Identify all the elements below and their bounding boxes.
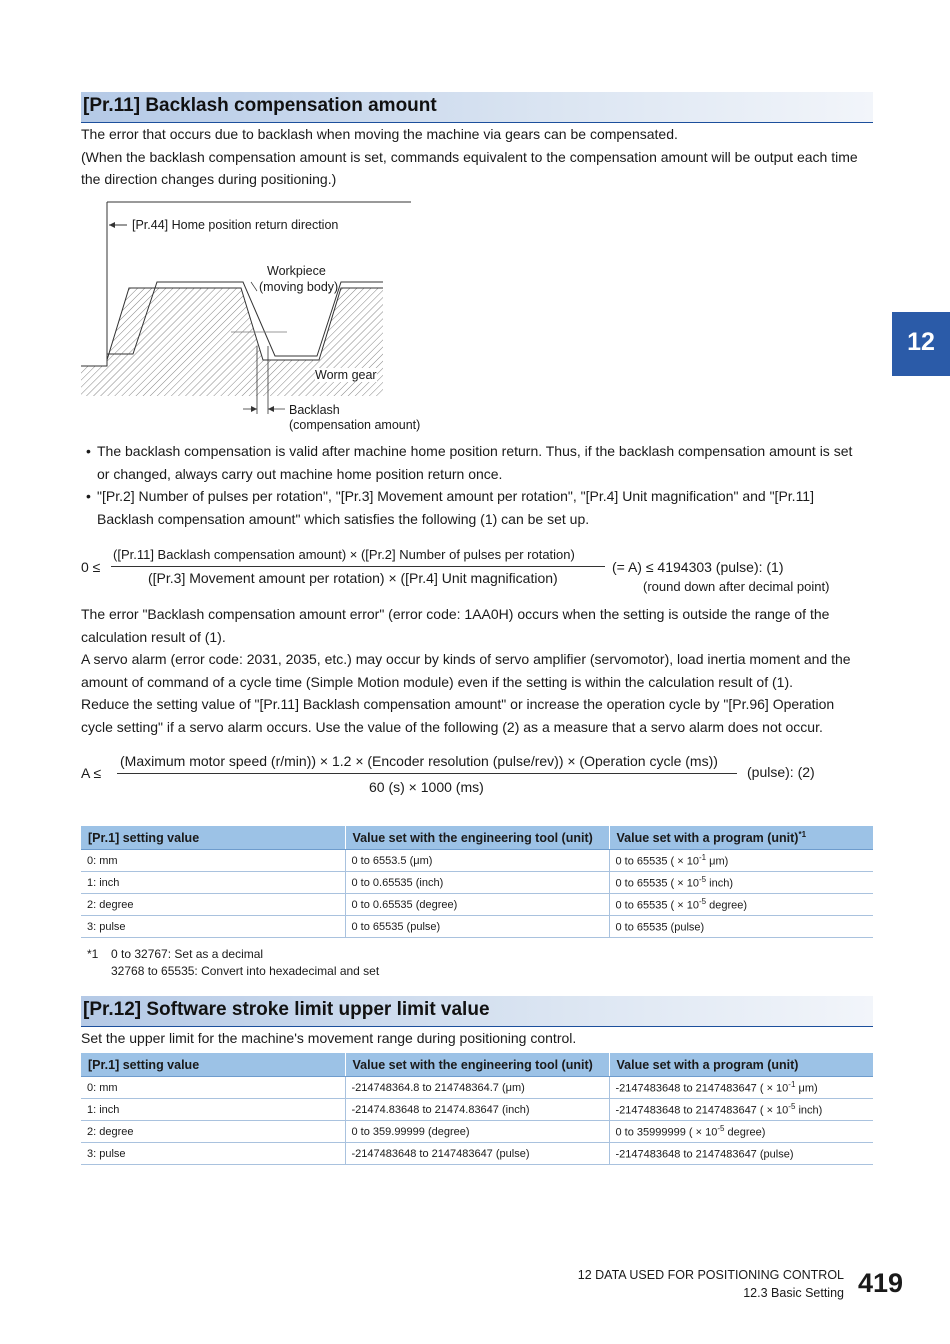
para-line: calculation result of (1). (81, 628, 226, 645)
setting-cell: 0: mm (81, 1077, 345, 1099)
worm-gear-label: Worm gear (315, 368, 377, 382)
setting-cell: 1: inch (81, 1099, 345, 1121)
formula-denominator: 60 (s) × 1000 (ms) (369, 779, 484, 795)
para-line: Reduce the setting value of "[Pr.11] Backlash compensation amount" or increase the operation cycle by "[Pr.96] Operation (81, 696, 835, 712)
column-header: Value set with a program (unit)$^{*1}$ (609, 826, 873, 850)
page-number: 419 (858, 1268, 904, 1298)
tool-value-cell: -2147483648 to 2147483647 (pulse) (345, 1143, 609, 1165)
bullet-line: "[Pr.2] Number of pulses per rotation", "[Pr.3] Movement amount per rotation", "[Pr.4] Unit magnification" and "[Pr.11] (97, 488, 814, 504)
program-value-cell: -2147483648 to 2147483647 ( × $10^{-5}$ inch) (609, 1099, 873, 1121)
footnote-mark: *1 (87, 947, 99, 961)
pr11-value-table (81, 826, 873, 938)
table-row (81, 894, 873, 916)
backlash-label-sub: (compensation amount) (289, 418, 421, 432)
chapter-tab[interactable]: 12 (892, 312, 950, 376)
bullet-line: Backlash compensation amount" which satisfies the following (1) can be set up. (97, 510, 590, 527)
column-header: Value set with a program (unit) (609, 1053, 873, 1077)
bullet-item: • The backlash compensation is valid after machine home position return. Thus, if the backlash compensation amount is set or changed, always carry out machine home position return once. (86, 440, 876, 485)
program-value-cell: -2147483648 to 2147483647 (pulse) (609, 1143, 873, 1165)
tool-value-cell: 0 to 65535 (pulse) (345, 916, 609, 938)
setting-cell: 2: degree (81, 894, 345, 916)
intro-paragraph (81, 123, 881, 191)
program-value-cell: 0 to 65535 ( × $10^{-5}$ inch) (609, 872, 873, 894)
formula-prefix: A ≤ (81, 765, 102, 781)
table-row (81, 916, 873, 938)
table-row (81, 850, 873, 872)
tool-value-cell: -21474.83648 to 21474.83647 (inch) (345, 1099, 609, 1121)
table-row (81, 1077, 873, 1099)
column-header: [Pr.1] setting value (81, 1053, 345, 1077)
program-value-cell: 0 to 65535 ( × $10^{-1}$ μm) (609, 850, 873, 872)
fraction-bar (111, 566, 605, 567)
fraction-bar (117, 773, 737, 774)
table-row (81, 1121, 873, 1143)
table-row (81, 872, 873, 894)
setting-cell: 3: pulse (81, 916, 345, 938)
bullet-line: The backlash compensation is valid after machine home position return. Thus, if the backlash compensation amount is set (97, 443, 853, 459)
table-header-row (81, 1053, 873, 1077)
table-row (81, 1143, 873, 1165)
footer-chapter: 12 DATA USED FOR POSITIONING CONTROL (577, 1268, 844, 1282)
section-heading-pr12 (81, 996, 873, 1027)
column-header: [Pr.1] setting value (81, 826, 345, 850)
formula-suffix: (pulse): (2) (747, 764, 815, 780)
table-header-row (81, 826, 873, 850)
setting-cell: 2: degree (81, 1121, 345, 1143)
table-row (81, 1099, 873, 1121)
backlash-label: Backlash (289, 403, 340, 417)
pr12-value-table (81, 1053, 873, 1165)
tool-value-cell: 0 to 359.99999 (degree) (345, 1121, 609, 1143)
formula-numerator: (Maximum motor speed (r/min)) × 1.2 × (Encoder resolution (pulse/rev)) × (Operation cycle (ms)) (120, 753, 718, 769)
bullet-item: • "[Pr.2] Number of pulses per rotation", "[Pr.3] Movement amount per rotation", "[Pr.4] Unit magnification" and "[Pr.11] Backlash compensation amount" which satisfies the following (1) can be set up. (86, 485, 876, 530)
tool-value-cell: 0 to 6553.5 (μm) (345, 850, 609, 872)
setting-cell: 1: inch (81, 872, 345, 894)
setting-cell: 3: pulse (81, 1143, 345, 1165)
para-line: A servo alarm (error code: 2031, 2035, etc.) may occur by kinds of servo amplifier (servomotor), load inertia moment and the (81, 651, 851, 667)
column-header: Value set with the engineering tool (unit) (345, 826, 609, 850)
column-header: Value set with the engineering tool (unit) (345, 1053, 609, 1077)
intro-line: (When the backlash compensation amount is set, commands equivalent to the compensation amount will be output each time (81, 148, 858, 165)
footnote-line: 0 to 32767: Set as a decimal (111, 947, 264, 961)
section-title: [Pr.12] Software stroke limit upper limit value (83, 999, 490, 1020)
formula-prefix: 0 ≤ (81, 559, 101, 575)
backlash-diagram-svg (81, 196, 441, 436)
program-value-cell: 0 to 65535 (pulse) (609, 916, 873, 938)
error-paragraph (81, 603, 881, 738)
para-line: amount of command of a cycle time (Simple Motion module) even if the setting is within the calculation result of (1). (81, 673, 793, 690)
setting-cell: 0: mm (81, 850, 345, 872)
footnote-line: 32768 to 65535: Convert into hexadecimal and set (111, 964, 380, 978)
footnote-ref: *1 (798, 829, 807, 839)
program-value-cell: -2147483648 to 2147483647 ( × $10^{-1}$ μm) (609, 1077, 873, 1099)
backlash-diagram (81, 196, 441, 441)
para-line: cycle setting" if a servo alarm occurs. Use the value of the following (2) as a measure that a servo alarm does not occur. (81, 718, 823, 735)
footer-section: 12.3 Basic Setting (743, 1286, 844, 1300)
intro-line: the direction changes during positioning.) (81, 171, 337, 187)
tool-value-cell: -214748364.8 to 214748364.7 (μm) (345, 1077, 609, 1099)
intro-paragraph (81, 1027, 881, 1050)
formula-suffix: (= A) ≤ 4194303 (pulse): (1) (612, 559, 784, 575)
tool-value-cell: 0 to 0.65535 (degree) (345, 894, 609, 916)
bullet-line: or changed, always carry out machine home position return once. (97, 465, 503, 482)
formula-numerator: ([Pr.11] Backlash compensation amount) × ([Pr.2] Number of pulses per rotation) (113, 547, 575, 562)
intro-line: The error that occurs due to backlash when moving the machine via gears can be compensated. (81, 126, 678, 142)
program-value-cell: 0 to 65535 ( × $10^{-5}$ degree) (609, 894, 873, 916)
section-title: [Pr.11] Backlash compensation amount (83, 95, 437, 116)
section-heading-pr11 (81, 92, 873, 123)
program-value-cell: 0 to 35999999 ( × $10^{-5}$ degree) (609, 1121, 873, 1143)
para-line: The error "Backlash compensation amount error" (error code: 1AA0H) occurs when the setting is outside the range of the (81, 606, 830, 622)
workpiece-label: Workpiece (267, 264, 326, 278)
home-direction-label: [Pr.44] Home position return direction (132, 218, 339, 232)
formula-denominator: ([Pr.3] Movement amount per rotation) × ([Pr.4] Unit magnification) (148, 570, 558, 586)
tool-value-cell: 0 to 0.65535 (inch) (345, 872, 609, 894)
formula-note: (round down after decimal point) (643, 579, 830, 594)
workpiece-label-sub: (moving body) (259, 280, 339, 294)
intro-line: Set the upper limit for the machine's movement range during positioning control. (81, 1030, 577, 1046)
